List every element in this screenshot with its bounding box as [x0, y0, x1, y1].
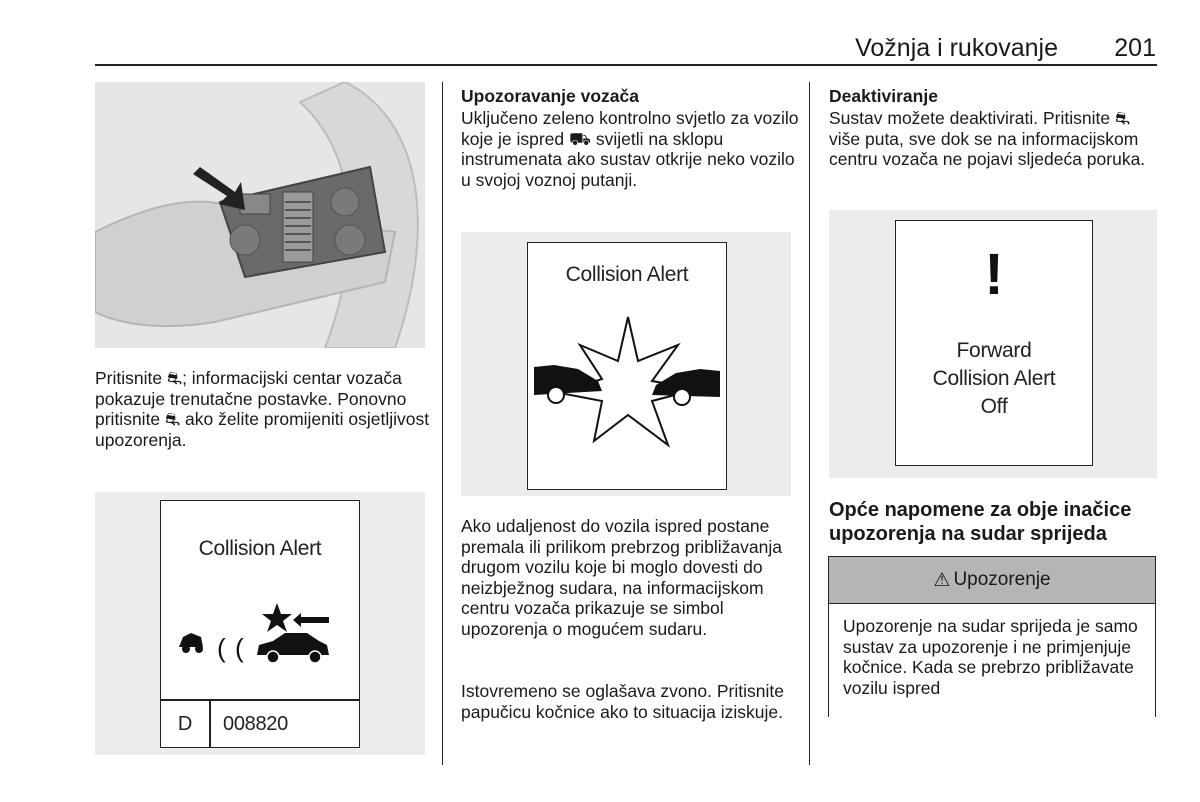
col2-paragraph-3: Istovremeno se oglašava zvono. Pritisnite papučicu kočnice ako to situacija iziskuje. [461, 681, 784, 722]
warning-title: Upozorenje [953, 569, 1051, 590]
col3-heading: Deaktiviranje [829, 86, 938, 106]
page-header-title: Vožnja i rukovanje [855, 34, 1058, 62]
column-divider-1 [442, 82, 443, 765]
exclamation-icon: ! [984, 242, 1004, 307]
column-divider-2 [809, 82, 810, 765]
page-number: 201 [1114, 34, 1156, 62]
warning-box [828, 556, 1156, 717]
header-rule [95, 64, 1157, 66]
steering-wheel-figure [95, 82, 425, 348]
alert-panel [527, 242, 727, 490]
warning-body: Upozorenje na sudar sprijeda je samo sustav za upozorenje i ne primjenjuje kočnice. Kada se prebrzo približavate vozilu ispred [843, 616, 1138, 698]
display-title: Collision Alert [198, 537, 322, 560]
following-distance-icon [177, 601, 347, 671]
col2-paragraph-1: Uključeno zeleno kontrolno svjetlo za vozilo koje je ispred ⛟ svijetli na sklopu instrumenata ako sustav otkrije neko vozilo u svojoj voznoj putanji. [461, 108, 799, 190]
fca-off-line-2: Collision Alert [932, 367, 1056, 390]
fca-off-figure [829, 210, 1157, 478]
display-divider [161, 699, 359, 701]
odometer-value: 008820 [223, 713, 288, 735]
fca-off-line-3: Off [980, 395, 1008, 418]
collision-star-icon [528, 309, 726, 449]
alert-title: Collision Alert [565, 263, 689, 286]
gear-indicator: D [177, 713, 193, 735]
display-cell-divider [209, 699, 211, 747]
collision-alert-figure [461, 232, 791, 496]
col1-paragraph-1: Pritisnite ⛐; informacijski centar vozača pokazuje trenutačne postavke. Ponovno pritisnite ⛐ ako želite promijeniti osjetljivost upozorenja. [95, 368, 430, 450]
col3-paragraph-1: Sustav možete deaktivirati. Pritisnite ⛐ više puta, sve dok se na informacijskom centru vozača ne pojavi sljedeća poruka. [829, 108, 1146, 169]
svg-text:(: ( [235, 633, 244, 663]
col3-heading-2: Opće napomene za obje inačice upozorenja na sudar sprijeda [829, 499, 1132, 545]
display-panel [160, 500, 360, 748]
fca-off-line-1: Forward [956, 339, 1032, 362]
warning-header [829, 557, 1155, 604]
col2-paragraph-2: Ako udaljenost do vozila ispred postane premala ili prilikom prebrzog približavanja drugom vozilu koje bi moglo dovesti do neizbježnog sudara, na informacijskom centru vozača prikazuje se simbol upozorenja o mogućem sudaru. [461, 516, 782, 639]
warning-triangle-icon: ⚠ [933, 569, 951, 591]
svg-text:(: ( [217, 633, 226, 663]
collision-alert-display-figure [95, 492, 425, 755]
col2-heading: Upozoravanje vozača [461, 86, 639, 106]
fca-off-panel [895, 220, 1093, 466]
steering-wheel-illustration [95, 82, 425, 348]
